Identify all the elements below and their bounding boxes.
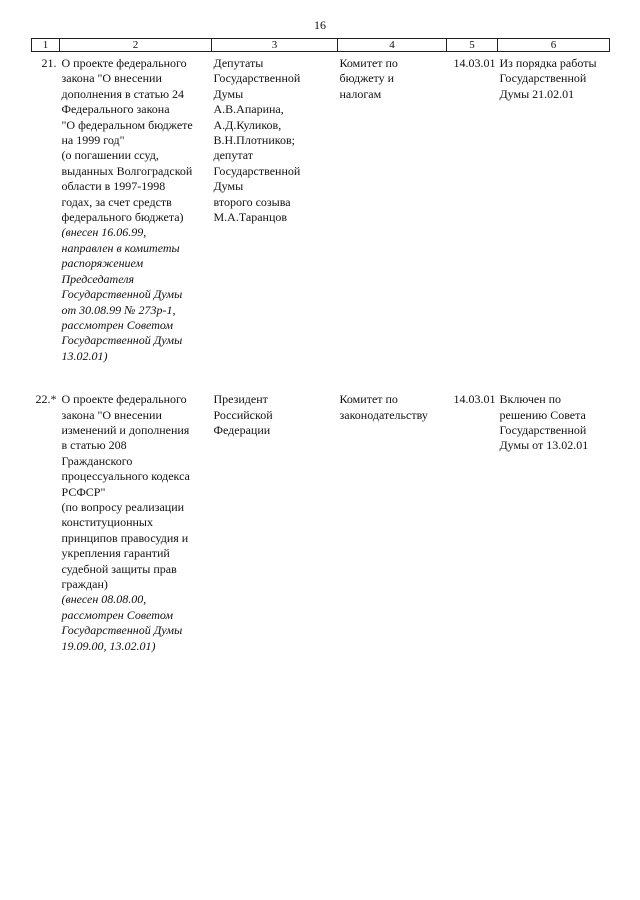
committee-line: бюджету и bbox=[339, 71, 395, 86]
bill-title-line: Гражданского bbox=[61, 453, 133, 468]
bill-note-line: направлен в комитеты bbox=[61, 240, 180, 255]
initiator-line: Думы bbox=[213, 179, 244, 194]
date-cell: 14.03.01 bbox=[453, 56, 496, 70]
table-row bbox=[32, 52, 610, 365]
committee-line: налогам bbox=[339, 86, 382, 101]
initiator-line: Российской bbox=[213, 407, 273, 422]
initiator-line: В.Н.Плотников; bbox=[213, 133, 295, 148]
initiator-line: Президент bbox=[213, 392, 268, 407]
bill-note-line: рассмотрен Советом bbox=[61, 317, 174, 332]
page-number: 16 bbox=[314, 18, 326, 32]
bill-title-line: укрепления гарантий bbox=[61, 546, 170, 561]
bill-title-cell bbox=[60, 52, 212, 365]
committee-line: Комитет по bbox=[339, 392, 398, 407]
bill-title-line: (по вопросу реализации bbox=[61, 499, 185, 514]
row-spacer bbox=[32, 364, 610, 388]
bill-title-line: федерального бюджета) bbox=[61, 210, 184, 225]
status-line: Думы 21.02.01 bbox=[499, 86, 575, 101]
column-number-5: 5 bbox=[447, 39, 498, 52]
column-number-2: 2 bbox=[60, 39, 212, 52]
status-line: Думы от 13.02.01 bbox=[499, 438, 589, 453]
initiator-line: М.А.Таранцов bbox=[213, 210, 288, 225]
status-cell bbox=[498, 52, 610, 365]
initiator-line: Государственной bbox=[213, 71, 301, 86]
initiator-cell bbox=[212, 388, 338, 654]
table-header bbox=[32, 39, 610, 52]
bill-note-line: Государственной Думы bbox=[61, 287, 183, 302]
column-number-6: 6 bbox=[498, 39, 610, 52]
bill-title-line: процессуального кодекса bbox=[61, 469, 190, 484]
column-number-3: 3 bbox=[212, 39, 338, 52]
bill-note-line: 19.09.00, 13.02.01) bbox=[61, 638, 156, 653]
initiator-line: Государственной bbox=[213, 163, 301, 178]
bill-note-line: от 30.08.99 № 273р-1, bbox=[61, 302, 176, 317]
bill-title-line: на 1999 год" bbox=[61, 133, 125, 148]
initiator-line: Думы bbox=[213, 86, 244, 101]
bill-title-line: принципов правосудия и bbox=[61, 530, 189, 545]
status-line: Включен по bbox=[499, 392, 562, 407]
table-row bbox=[32, 388, 610, 654]
status-line: Государственной bbox=[499, 422, 587, 437]
initiator-line: А.В.Апарина, bbox=[213, 102, 284, 117]
bill-title-line: О проекте федерального bbox=[61, 392, 187, 407]
bill-note-line: (внесен 16.06.99, bbox=[61, 225, 147, 240]
bill-note-line: (внесен 08.08.00, bbox=[61, 592, 147, 607]
bill-note-line: 13.02.01) bbox=[61, 348, 108, 363]
column-number-4: 4 bbox=[338, 39, 447, 52]
initiator-line: депутат bbox=[213, 148, 254, 163]
status-line: решению Совета bbox=[499, 407, 586, 422]
bill-note-line: Государственной Думы bbox=[61, 333, 183, 348]
committee-cell bbox=[338, 52, 447, 365]
bill-title-line: граждан) bbox=[61, 577, 108, 591]
status-cell bbox=[498, 388, 610, 654]
initiator-line: Федерации bbox=[213, 422, 271, 437]
bill-note-line: Председателя bbox=[61, 271, 135, 286]
spacer bbox=[34, 368, 608, 388]
bill-title-line: судебной защиты прав bbox=[61, 561, 177, 576]
row-number: 21. bbox=[41, 56, 57, 70]
bill-title-line: дополнения в статью 24 bbox=[61, 86, 185, 101]
column-number-1: 1 bbox=[32, 39, 60, 52]
status-line: Государственной bbox=[499, 71, 587, 86]
bill-title-line: "О федеральном бюджете bbox=[61, 117, 193, 132]
date-cell: 14.03.01 bbox=[453, 392, 496, 407]
committee-line: законодательству bbox=[339, 407, 428, 422]
initiator-line: второго созыва bbox=[213, 194, 291, 209]
bill-title-line: области в 1997-1998 bbox=[61, 179, 166, 194]
initiator-cell bbox=[212, 52, 338, 365]
initiator-line: А.Д.Куликов, bbox=[213, 117, 282, 132]
column-number-row bbox=[32, 39, 610, 52]
bill-title-line: в статью 208 bbox=[61, 438, 127, 453]
bill-title-line: закона "О внесении bbox=[61, 71, 162, 86]
row-number: 22.* bbox=[35, 392, 57, 407]
bills-table bbox=[31, 38, 610, 654]
bill-note-line: рассмотрен Советом bbox=[61, 607, 174, 622]
bill-title-line: конституционных bbox=[61, 515, 153, 530]
bill-title-line: выданных Волгоградской bbox=[61, 163, 193, 178]
bill-title-cell bbox=[60, 388, 212, 654]
committee-cell bbox=[338, 388, 447, 654]
bill-title-line: О проекте федерального bbox=[61, 56, 187, 70]
bill-title-line: закона "О внесении bbox=[61, 407, 162, 422]
bill-title-line: (о погашении ссуд, bbox=[61, 148, 159, 163]
row-spacer-cell bbox=[32, 364, 610, 388]
bill-title-line: РСФСР" bbox=[61, 484, 106, 499]
bill-title-line: годах, за счет средств bbox=[61, 194, 172, 209]
bill-title-line: Федерального закона bbox=[61, 102, 170, 117]
bill-note-line: распоряжением bbox=[61, 256, 144, 271]
bill-title-line: изменений и дополнения bbox=[61, 422, 190, 437]
committee-line: Комитет по bbox=[339, 56, 398, 70]
initiator-line: Депутаты bbox=[213, 56, 264, 70]
bill-note-line: Государственной Думы bbox=[61, 623, 183, 638]
table-body bbox=[32, 52, 610, 655]
status-line: Из порядка работы bbox=[499, 56, 597, 70]
